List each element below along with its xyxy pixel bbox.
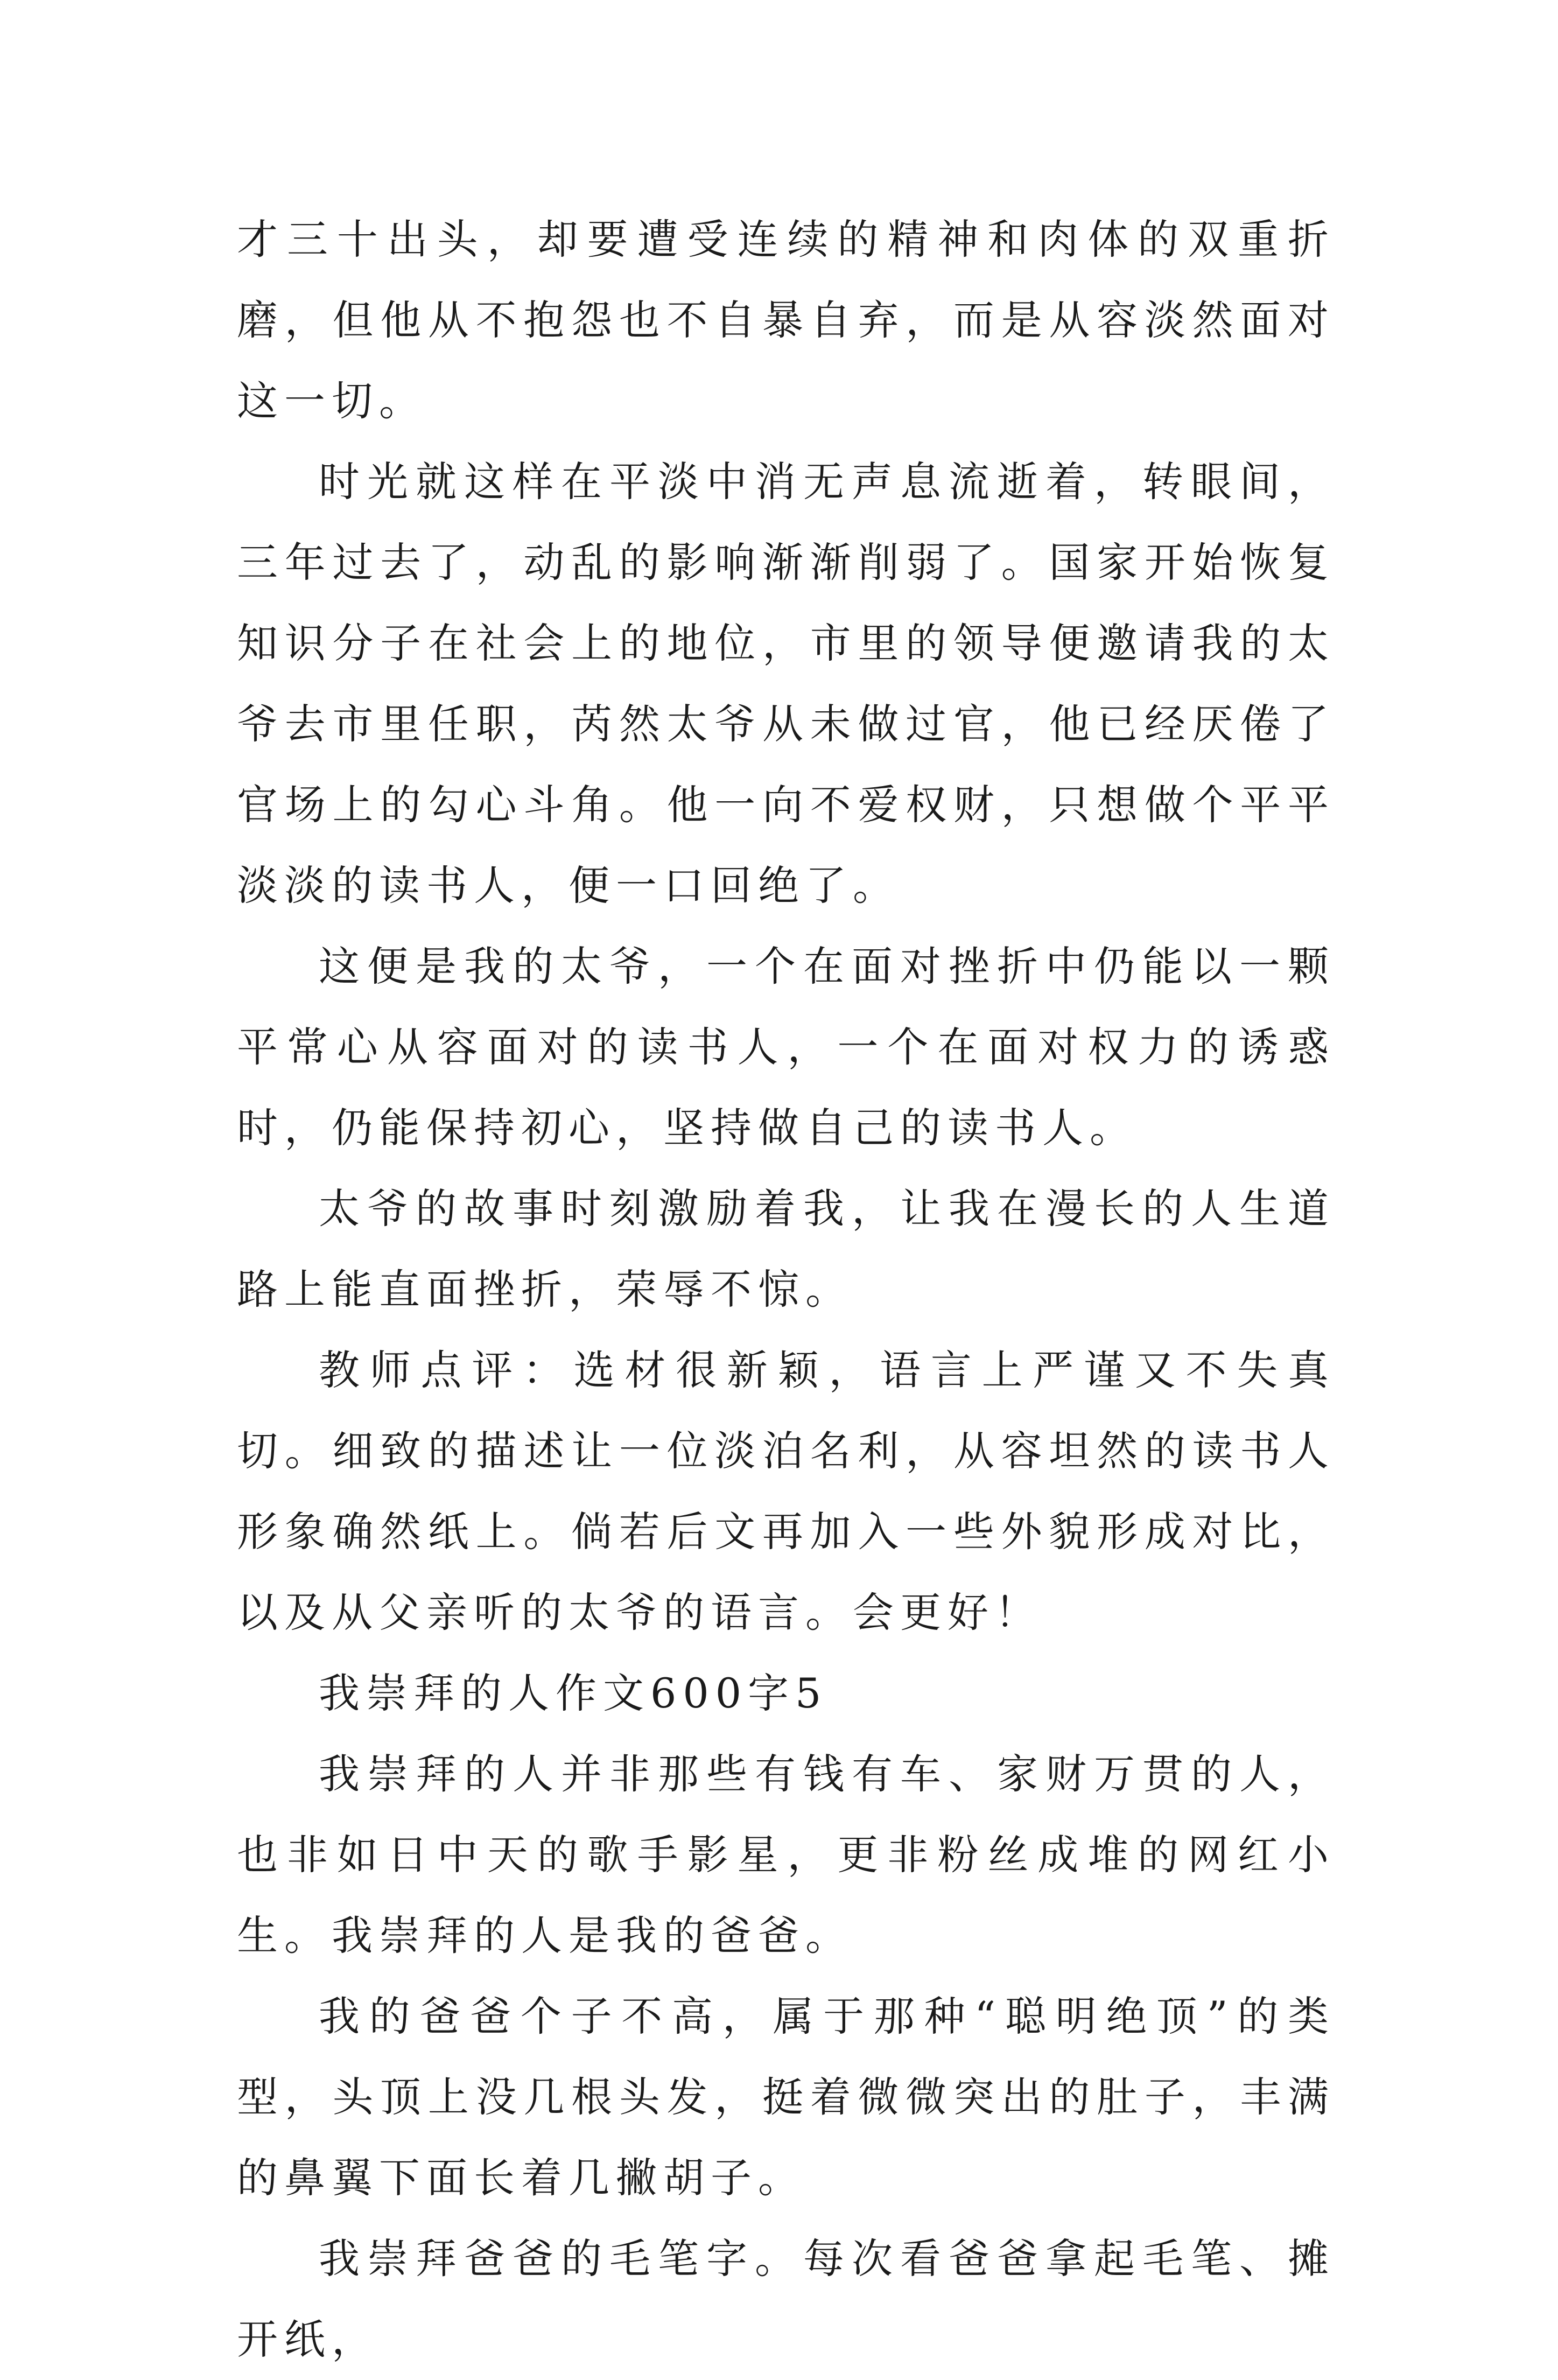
paragraph-6: 我崇拜的人并非那些有钱有车、家财万贯的人，也非如日中天的歌手影星，更非粉丝成堆的网红小生。我崇拜的人是我的爸爸。 [237, 1750, 1335, 1959]
paragraph-8: 我崇拜爸爸的毛笔字。每次看爸爸拿起毛笔、摊开纸， [237, 2235, 1335, 2363]
paragraph-2: 时光就这样在平淡中消无声息流逝着，转眼间，三年过去了，动乱的影响渐渐削弱了。国家开始恢复知识分子在社会上的地位，市里的领导便邀请我的太爷去市里任职，芮然太爷从未做过官，他已经厌倦了官场上的勾心斗角。他一向不爱权财，只想做个平平淡淡的读书人，便一口回绝了。 [237, 458, 1335, 909]
paragraph-3: 这便是我的太爷，一个在面对挫折中仍能以一颗平常心从容面对的读书人，一个在面对权力的诱惑时，仍能保持初心，坚持做自己的读书人。 [237, 942, 1335, 1152]
paragraph-7: 我的爸爸个子不高，属于那种“聪明绝顶”的类型，头顶上没几根头发，挺着微微突出的肚子，丰满的鼻翼下面长着几撇胡子。 [237, 1992, 1335, 2202]
essay-heading: 我崇拜的人作文600字5 [319, 1669, 828, 1717]
paragraph-4: 太爷的故事时刻激励着我，让我在漫长的人生道路上能直面挫折，荣辱不惊。 [237, 1185, 1335, 1313]
paragraph-teacher-comment: 教师点评：选材很新颖，语言上严谨又不失真切。细致的描述让一位淡泊名利，从容坦然的读书人形象确然纸上。倘若后文再加入一些外貌形成对比，以及从父亲听的太爷的语言。会更好！ [237, 1346, 1335, 1636]
document-body [237, 199, 1335, 2380]
paragraph-1: 才三十出头，却要遭受连续的精神和肉体的双重折磨，但他从不抱怨也不自暴自弃，而是从容淡然面对这一切。 [237, 215, 1335, 425]
